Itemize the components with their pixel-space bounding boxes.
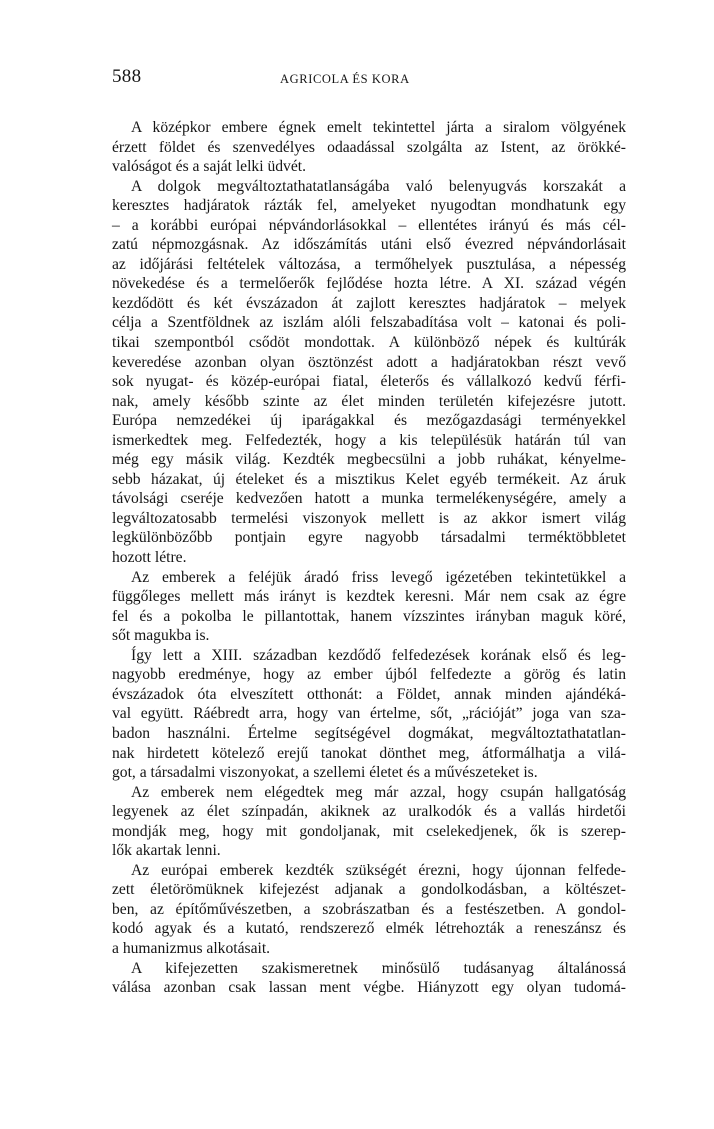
text-line: Az európai emberek kezdték szükségét érezni, hogy újonnan felfede- [131, 861, 626, 879]
text-line: lők akartak lenni. [112, 842, 221, 860]
paragraph [112, 783, 626, 861]
text-line: Az emberek nem elégedtek meg már azzal, hogy csupán hallgatóság [131, 783, 626, 801]
text-line: Így lett a XIII. században kezdődő felfedezések korának első és leg- [131, 646, 626, 664]
text-line: legváltozatosabb termelési viszonyok mellett is az akkor ismert világ [112, 509, 626, 527]
text-line: sőt magukba is. [112, 627, 210, 645]
text-line: keveredése azonban olyan ösztönzést adott a hadjáratokban részt vevő [112, 353, 626, 371]
text-line: fel és a pokolba le pillantottak, hanem vízszintes irányban maguk köré, [112, 607, 626, 625]
text-line: A dolgok megváltoztathatatlanságába való belenyugvás korszakát a [131, 177, 626, 195]
text-line: sok nyugat- és közép-európai fiatal, életerős és vállalkozó kedvű férfi- [112, 373, 626, 391]
body-text [112, 118, 626, 998]
paragraph [112, 861, 626, 959]
text-line: Az emberek a feléjük áradó friss levegő igézetében tekintetükkel a [131, 568, 626, 586]
text-line: nak hirdetett kötelező erejű tanokat dönthet meg, átformálhatja a vilá- [112, 744, 626, 762]
text-line: legkülönbözőbb pontjain egyre nagyobb társadalmi terméktöbbletet [112, 529, 626, 547]
paragraph [112, 177, 626, 568]
page-header [112, 66, 626, 96]
text-line: valóságot és a saját lelki üdvét. [112, 158, 307, 176]
text-line: kezdődött és két évszázadon át zajlott keresztes hadjáratok – melyek [112, 294, 626, 312]
text-line: hozott létre. [112, 549, 187, 567]
text-line: nagyobb eredménye, hogy az ember újból felfedezte a görög és latin [112, 666, 626, 684]
paragraph [112, 568, 626, 646]
text-line: érzett földet és szenvedélyes odaadással szolgálta az Istent, az örökké- [112, 138, 626, 156]
text-line: kodó agyak és a kutató, rendszerező elmék létrehozták a reneszánsz és [112, 920, 626, 938]
running-title: AGRICOLA ÉS KORA [280, 72, 410, 86]
text-line: got, a társadalmi viszonyokat, a szellemi életet és a művészeteket is. [112, 764, 538, 782]
text-line: sebb házakat, új ételeket és a misztikus Kelet egyéb termékeit. Az áruk [112, 470, 626, 488]
paragraph [112, 959, 626, 998]
text-line: ismerkedtek meg. Felfedezték, hogy a kis településük határán túl van [112, 431, 626, 449]
text-line: távolsági cseréje kedvezően hatott a munka termelékenységére, amely a [112, 490, 626, 508]
text-line: növekedése és a termelőerők fejlődése hozta létre. A XI. század végén [112, 275, 626, 293]
text-line: a humanizmus alkotásait. [112, 939, 271, 957]
text-line: mondják meg, hogy mit gondoljanak, mit cselekedjenek, ők is szerep- [112, 822, 626, 840]
text-line: ben, az építőművészetben, a szobrászatban és a festészetben. A gondol- [112, 900, 626, 918]
paragraph [112, 646, 626, 783]
text-line: A középkor embere égnek emelt tekintettel járta a siralom völgyének [131, 119, 626, 136]
text-line: nak, amely később szinte az élet minden területén kifejezésre jutott. [112, 392, 626, 410]
text-line: még egy másik világ. Kezdték megbecsülni a jobb ruhákat, kényelme- [112, 451, 626, 469]
text-line: függőleges mellett más irányt is kezdtek keresni. Már nem csak az égre [112, 588, 626, 606]
text-line: badon használni. Értelme segítségével dogmákat, megváltoztathatatlan- [112, 724, 626, 742]
text-line: évszázadok óta elveszített otthonát: a Földet, annak minden ajándéká- [112, 685, 626, 703]
text-line: válása azonban csak lassan ment végbe. Hiányzott egy olyan tudomá- [112, 979, 626, 997]
text-line: zatú népmozgásnak. Az időszámítás utáni első évezred népvándorlásait [112, 236, 626, 254]
text-line: A kifejezetten szakismeretnek minősülő tudásanyag általánossá [131, 959, 626, 977]
text-line: célja a Szentföldnek az iszlám alóli felszabadítása volt – katonai és poli- [112, 314, 626, 332]
text-line: – a korábbi európai népvándorlásokkal – ellentétes irányú és más cél- [112, 216, 626, 234]
text-line: keresztes hadjáratok rázták fel, amelyeket nyugodtan mondhatunk egy [112, 197, 626, 215]
text-line: zett életörömüknek kifejezést adjanak a gondolkodásban, a költészet- [112, 881, 626, 899]
page-number: 588 [112, 66, 142, 87]
paragraph [112, 118, 626, 177]
text-line: tikai szempontból csődöt mondottak. A különböző népek és kultúrák [112, 334, 626, 352]
text-line: val együtt. Ráébredt arra, hogy van értelme, sőt, „rációját” joga van sza- [112, 705, 626, 723]
text-line: Európa nemzedékei új iparágakkal és mezőgazdasági terményekkel [112, 412, 626, 430]
text-line: az időjárási feltételek változása, a termőhelyek pusztulása, a népesség [112, 255, 626, 273]
text-line: legyenek az élet színpadán, akiknek az uralkodók és a vallás hirdetői [112, 803, 626, 821]
